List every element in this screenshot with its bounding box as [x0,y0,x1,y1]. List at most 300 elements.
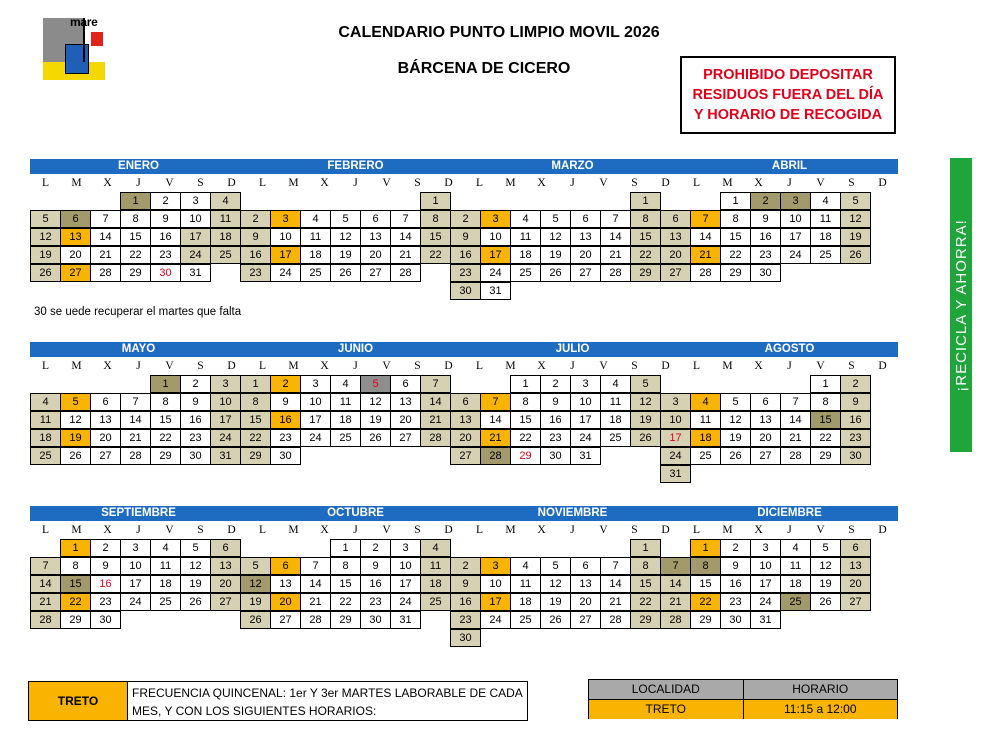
calendar-day: 28 [420,429,451,447]
calendar-empty-day [660,282,691,300]
calendar-day: 3 [180,192,211,210]
calendar-day: 17 [660,429,691,447]
calendar-empty-day [60,629,91,647]
calendar-day: 1 [720,192,751,210]
calendar-day: 6 [390,375,421,393]
calendar-empty-day [60,192,91,210]
calendar-day: 13 [450,411,481,429]
calendar-day: 11 [330,393,361,411]
calendar-empty-day [30,465,61,483]
schedule-header-row [589,680,897,699]
calendar-day: 26 [60,447,91,465]
calendar-day: 11 [690,411,721,429]
calendar-day: 9 [750,210,781,228]
calendar-day: 4 [420,539,451,557]
calendar-empty-day [30,629,61,647]
day-name: J [787,360,792,372]
calendar-empty-day [780,375,811,393]
calendar-day: 13 [570,228,601,246]
calendar-empty-day [300,465,331,483]
calendar-empty-day [210,465,241,483]
calendar-day: 7 [30,557,61,575]
calendar-day: 15 [150,411,181,429]
calendar-day: 10 [270,228,301,246]
day-name: D [227,360,236,372]
calendar-day: 27 [660,264,691,282]
day-name: X [754,177,763,189]
day-name: L [258,524,267,536]
calendar-day: 19 [30,246,61,264]
calendar-day: 17 [750,575,781,593]
calendar-day: 13 [360,228,391,246]
calendar-day: 21 [660,593,691,611]
week-row [30,282,898,300]
calendar-day: 3 [750,539,781,557]
calendar-day: 16 [90,575,121,593]
week-row [30,611,898,629]
day-name: M [288,360,299,372]
calendar-empty-day [780,282,811,300]
calendar-empty-day [690,282,721,300]
calendar-day: 4 [810,192,841,210]
calendar-day: 21 [690,246,721,264]
calendar-empty-day [600,447,631,465]
calendar-empty-day [510,465,541,483]
day-name: D [878,177,887,189]
calendar-empty-day [570,465,601,483]
col-horario: HORARIO [744,680,898,699]
calendar-day: 10 [120,557,151,575]
calendar-day: 11 [210,210,241,228]
calendar-day: 22 [330,593,361,611]
calendar-day: 16 [450,593,481,611]
calendar-day: 21 [90,246,121,264]
calendar-day: 28 [120,447,151,465]
month-name: JULIO [555,343,590,355]
calendar-day: 23 [360,593,391,611]
calendar-day: 9 [90,557,121,575]
slogan-text: ¡RECICLA Y AHORRA! [952,218,970,392]
calendar-day: 23 [540,429,571,447]
calendar-empty-day [450,539,481,557]
calendar-empty-day [420,282,451,300]
calendar-day: 5 [810,539,841,557]
calendar-day: 30 [150,264,181,282]
calendar-day: 19 [60,429,91,447]
calendar-day: 25 [810,246,841,264]
calendar-empty-day [120,375,151,393]
horario-value: 11:15 a 12:00 [744,700,898,719]
calendar-day: 5 [180,539,211,557]
calendar-day: 24 [750,593,781,611]
day-name: J [570,177,575,189]
calendar-empty-day [810,282,841,300]
calendar-empty-day [270,539,301,557]
calendar-day: 7 [690,210,721,228]
calendar-day: 12 [540,228,571,246]
calendar-day: 30 [450,282,481,300]
calendar-day: 29 [720,264,751,282]
calendar-day: 23 [450,264,481,282]
calendar-day: 22 [720,246,751,264]
calendar-day: 24 [270,264,301,282]
calendar-day: 16 [270,411,301,429]
day-names-row [30,357,898,375]
place-label: TRETO [29,682,128,720]
calendar-empty-day [540,629,571,647]
calendar-day: 26 [720,447,751,465]
calendar-day: 30 [90,611,121,629]
calendar-empty-day [270,629,301,647]
calendar-day: 24 [660,447,691,465]
calendar-day: 21 [480,429,511,447]
calendar-day: 8 [510,393,541,411]
day-name: S [631,177,638,189]
calendar-day: 6 [270,557,301,575]
month-name: AGOSTO [764,343,815,355]
day-name: J [787,524,792,536]
calendar-day: 26 [330,264,361,282]
calendar-day: 6 [660,210,691,228]
calendar-empty-day [390,282,421,300]
day-name: J [570,524,575,536]
calendar-day: 12 [30,228,61,246]
calendar-day: 22 [630,593,661,611]
calendar-day: 22 [420,246,451,264]
calendar-day: 17 [270,246,301,264]
calendar-day: 15 [510,411,541,429]
calendar-day: 30 [270,447,301,465]
calendar-empty-day [840,282,871,300]
calendar-day: 1 [630,192,661,210]
calendar-day: 11 [420,557,451,575]
calendar-day: 24 [480,611,511,629]
calendar-empty-day [690,375,721,393]
calendar-day: 29 [810,447,841,465]
calendar-empty-day [150,282,181,300]
calendar-empty-day [300,192,331,210]
page-subtitle: BÁRCENA DE CICERO [397,60,571,77]
calendar-empty-day [840,465,871,483]
calendar-day: 4 [510,210,541,228]
week-row [30,575,898,593]
calendar-empty-day [540,192,571,210]
calendar-day: 1 [630,539,661,557]
calendar-empty-day [570,539,601,557]
calendar-empty-day [270,192,301,210]
calendar-day: 13 [90,411,121,429]
calendar-day: 13 [660,228,691,246]
calendar-day: 3 [480,557,511,575]
calendar-day: 1 [330,539,361,557]
day-name: L [692,177,701,189]
calendar-day: 9 [450,575,481,593]
calendar-empty-day [390,447,421,465]
logo-text: mare [70,15,98,29]
calendar-empty-day [300,629,331,647]
calendar-day: 14 [30,575,61,593]
calendar-empty-day [720,282,751,300]
calendar-empty-day [270,282,301,300]
day-name: X [537,177,546,189]
month-header-bar [30,506,898,521]
day-name: J [353,524,358,536]
calendar-day: 26 [240,611,271,629]
day-name: L [692,360,701,372]
calendar-day: 4 [30,393,61,411]
calendar-day: 3 [120,539,151,557]
calendar-day: 12 [240,575,271,593]
calendar-day: 10 [180,210,211,228]
calendar-empty-day [600,192,631,210]
calendar-day: 2 [750,192,781,210]
calendar-day: 12 [360,393,391,411]
calendar-day: 18 [810,228,841,246]
calendar-empty-day [30,539,61,557]
calendar-day: 30 [360,611,391,629]
calendar-day: 3 [300,375,331,393]
calendar-day: 5 [60,393,91,411]
calendar-day: 11 [300,228,331,246]
calendar-day: 26 [840,246,871,264]
calendar-day: 23 [720,593,751,611]
calendar-day: 15 [720,228,751,246]
day-name: X [320,177,329,189]
day-name: M [288,177,299,189]
calendar-empty-day [210,629,241,647]
calendar-day: 19 [540,593,571,611]
calendar-day: 25 [780,593,811,611]
calendar-day: 19 [240,593,271,611]
calendar-day: 18 [330,411,361,429]
calendar-day: 7 [120,393,151,411]
calendar-day: 6 [60,210,91,228]
calendar-day: 14 [120,411,151,429]
calendar-day: 13 [270,575,301,593]
day-name: M [288,524,299,536]
calendar-empty-day [180,629,211,647]
calendar-day: 8 [630,210,661,228]
calendar-day: 6 [210,539,241,557]
calendar-empty-day [240,192,271,210]
calendar-day: 26 [30,264,61,282]
calendar-empty-day [660,375,691,393]
calendar-empty-day [480,375,511,393]
day-name: D [661,177,670,189]
calendar-empty-day [570,282,601,300]
calendar-day: 15 [630,228,661,246]
calendar-day: 24 [570,429,601,447]
calendar-day: 5 [720,393,751,411]
page-title: CALENDARIO PUNTO LIMPIO MOVIL 2026 [338,24,660,41]
calendar-day: 8 [330,557,361,575]
calendar-quarter [30,506,898,647]
week-row [30,629,898,647]
calendar-day: 28 [690,264,721,282]
calendar-empty-day [600,282,631,300]
calendar-day: 23 [90,593,121,611]
calendar-day: 9 [720,557,751,575]
calendar-day: 28 [780,447,811,465]
calendar-day: 9 [270,393,301,411]
calendar-empty-day [810,264,841,282]
calendar-day: 4 [690,393,721,411]
day-name: L [475,360,484,372]
calendar-day: 25 [690,447,721,465]
month-name: ENERO [118,160,159,172]
calendar-empty-day [480,465,511,483]
day-name: X [320,524,329,536]
calendar-day: 26 [180,593,211,611]
calendar-day: 26 [540,264,571,282]
month-name: OCTUBRE [327,507,384,519]
calendar-empty-day [240,282,271,300]
calendar-empty-day [90,375,121,393]
calendar-day: 31 [660,465,691,483]
calendar-day: 29 [630,264,661,282]
calendar-day: 1 [150,375,181,393]
calendar-empty-day [180,282,211,300]
calendar-empty-day [630,465,661,483]
calendar-day: 29 [150,447,181,465]
day-name: J [136,177,141,189]
calendar-day: 14 [600,228,631,246]
calendar-day: 21 [300,593,331,611]
week-row [30,246,898,264]
day-name: V [816,524,825,536]
day-name: V [599,524,608,536]
calendar-day: 31 [480,282,511,300]
day-name: D [878,524,887,536]
calendar-day: 15 [630,575,661,593]
day-name: S [848,177,855,189]
calendar-day: 1 [120,192,151,210]
calendar-empty-day [360,465,391,483]
month-name: NOVIEMBRE [537,507,608,519]
day-name: V [816,177,825,189]
calendar-day: 14 [390,228,421,246]
calendar-day: 20 [660,246,691,264]
day-name: X [103,360,112,372]
calendar-day: 22 [810,429,841,447]
calendar-day: 11 [150,557,181,575]
calendar-day: 30 [750,264,781,282]
calendar-empty-day [90,629,121,647]
calendar-day: 30 [180,447,211,465]
calendar-day: 21 [120,429,151,447]
recovery-note: 30 se uede recuperar el martes que falta [34,306,242,318]
calendar-day: 22 [630,246,661,264]
calendar-day: 29 [120,264,151,282]
day-name: L [475,177,484,189]
calendar-day: 7 [780,393,811,411]
calendar-day: 4 [210,192,241,210]
calendar-day: 28 [300,611,331,629]
calendar-empty-day [360,192,391,210]
calendar-day: 13 [390,393,421,411]
calendar-day: 9 [360,557,391,575]
calendar-empty-day [630,282,661,300]
frequency-text [128,682,527,720]
calendar-day: 2 [540,375,571,393]
slogan-banner [950,158,972,452]
calendar-day: 11 [510,228,541,246]
localidad-value: TRETO [589,700,744,719]
calendar-empty-day [330,629,361,647]
calendar-empty-day [750,465,781,483]
calendar-day: 15 [120,228,151,246]
calendar-day: 7 [390,210,421,228]
calendar-day: 16 [750,228,781,246]
calendar-day: 19 [180,575,211,593]
calendar-day: 2 [720,539,751,557]
day-name: M [722,177,733,189]
calendar-day: 21 [780,429,811,447]
calendar-day: 22 [510,429,541,447]
calendar-day: 22 [60,593,91,611]
calendar-day: 8 [150,393,181,411]
calendar-day: 27 [570,264,601,282]
calendar-day: 27 [210,593,241,611]
week-row [30,393,898,411]
calendar-day: 16 [180,411,211,429]
calendar-empty-day [480,539,511,557]
calendar-day: 16 [540,411,571,429]
calendar-day: 3 [570,375,601,393]
calendar-day: 8 [690,557,721,575]
day-name: S [414,360,421,372]
week-row [30,539,898,557]
calendar-day: 22 [240,429,271,447]
calendar-day: 1 [240,375,271,393]
day-name: L [41,360,50,372]
calendar-day: 5 [540,557,571,575]
calendar-day: 28 [30,611,61,629]
calendar-day: 21 [420,411,451,429]
calendar-empty-day [540,282,571,300]
calendar-day: 24 [120,593,151,611]
calendar-empty-day [420,465,451,483]
calendar-day: 14 [600,575,631,593]
calendar-day: 27 [270,611,301,629]
calendar-day: 27 [570,611,601,629]
day-name: J [136,360,141,372]
calendar-day: 15 [690,575,721,593]
calendar-day: 18 [600,411,631,429]
calendar-empty-day [690,629,721,647]
calendar-empty-day [240,629,271,647]
schedule-value-row [589,699,897,719]
frequency-line: FRECUENCIA QUINCENAL: 1er Y 3er MARTES LABORABLE DE CADA [132,686,523,700]
calendar-empty-day [300,282,331,300]
calendar-empty-day [150,465,181,483]
calendar-empty-day [540,539,571,557]
frequency-box [28,681,528,721]
calendar-day: 20 [360,246,391,264]
calendar-day: 29 [60,611,91,629]
calendar-day: 15 [810,411,841,429]
calendar-day: 12 [630,393,661,411]
calendar-empty-day [570,192,601,210]
calendar-empty-day [420,629,451,647]
calendar-empty-day [780,465,811,483]
calendar-day: 19 [630,411,661,429]
day-name: M [722,524,733,536]
calendar-day: 27 [750,447,781,465]
calendar-day: 9 [540,393,571,411]
calendar-day: 13 [750,411,781,429]
calendar-empty-day [330,447,361,465]
